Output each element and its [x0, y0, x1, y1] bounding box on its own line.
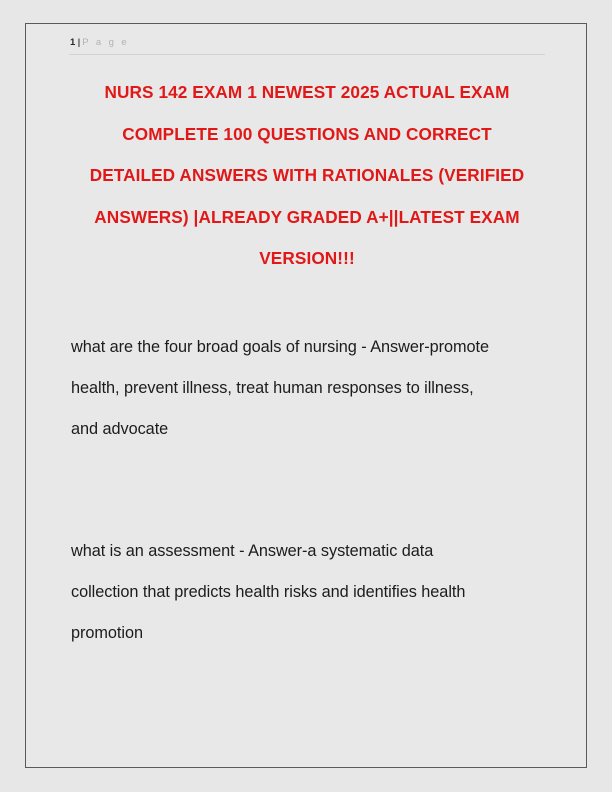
qa-line: and advocate	[71, 420, 169, 438]
qa-line: what is an assessment - Answer-a systematic data	[71, 542, 434, 560]
qa-line: health, prevent illness, treat human responses to illness,	[71, 379, 474, 397]
paragraph-spacer	[71, 450, 571, 531]
qa-line: promotion	[71, 624, 143, 642]
qa-line: collection that predicts health risks and identifies health	[71, 583, 466, 601]
qa-line: what are the four broad goals of nursing - Answer-promote	[71, 338, 489, 356]
document-title	[56, 72, 558, 280]
title-line: ANSWERS) |ALREADY GRADED A+||LATEST EXAM	[94, 206, 520, 227]
page-header-text	[70, 36, 546, 50]
qa-block	[71, 531, 571, 654]
qa-block	[71, 327, 571, 450]
title-line: COMPLETE 100 QUESTIONS AND CORRECT	[122, 123, 492, 144]
title-line: DETAILED ANSWERS WITH RATIONALES (VERIFIED	[89, 165, 525, 185]
document-page	[25, 23, 587, 768]
header-divider	[69, 54, 545, 55]
title-line: NURS 142 EXAM 1 NEWEST 2025 ACTUAL EXAM	[104, 82, 510, 102]
page-header-separator: |	[77, 37, 81, 48]
page-number: 1	[70, 37, 76, 48]
document-body	[71, 327, 571, 654]
title-line: VERSION!!!	[259, 248, 355, 268]
page-label: P a g e	[82, 37, 129, 48]
